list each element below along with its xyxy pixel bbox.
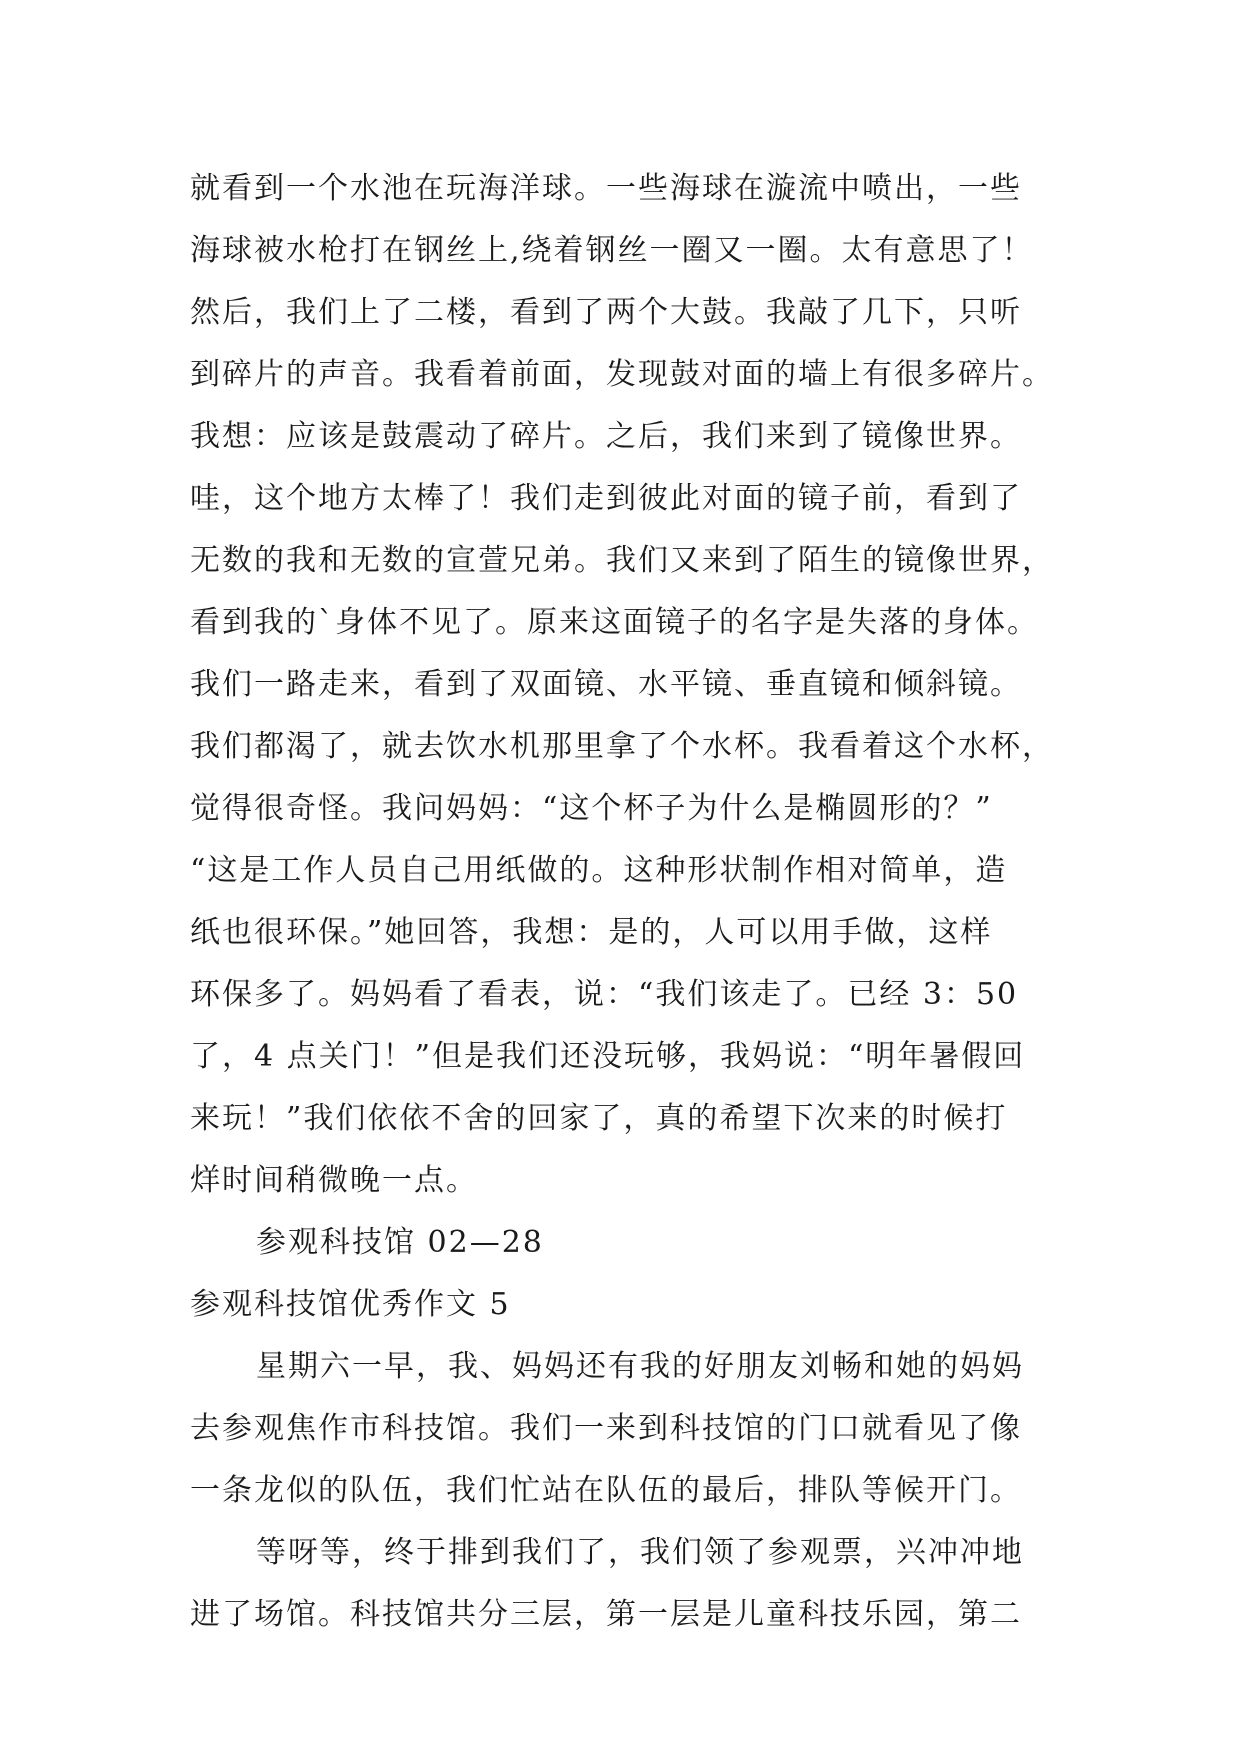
- text-line: 海球被水枪打在钢丝上,绕着钢丝一圈又一圈。太有意思了！: [190, 233, 1034, 268]
- text-line: 来玩！”我们依依不舍的回家了，真的希望下次来的时候打: [190, 1101, 1008, 1136]
- text-line: 等呀等，终于排到我们了，我们领了参观票，兴冲冲地: [256, 1535, 1024, 1570]
- text-line: 一条龙似的队伍，我们忙站在队伍的最后，排队等候开门。: [190, 1473, 1022, 1508]
- text-line: 就看到一个水池在玩海洋球。一些海球在漩流中喷出，一些: [190, 171, 1022, 206]
- text-line: 纸也很环保。”她回答，我想：是的，人可以用手做，这样: [190, 915, 993, 950]
- text-line: 星期六一早，我、妈妈还有我的好朋友刘畅和她的妈妈: [256, 1349, 1024, 1384]
- text-line: 我想：应该是鼓震动了碎片。之后，我们来到了镜像世界。: [190, 419, 1022, 454]
- document-page: [190, 158, 1054, 1646]
- text-line: 我们都渴了，就去饮水机那里拿了个水杯。我看着这个水杯，: [190, 729, 1054, 764]
- text-line: 到碎片的声音。我看着前面，发现鼓对面的墙上有很多碎片。: [190, 357, 1054, 392]
- text-line: 看到我的`身体不见了。原来这面镜子的名字是失落的身体。: [190, 605, 1039, 640]
- text-line: 然后，我们上了二楼，看到了两个大鼓。我敲了几下，只听: [190, 295, 1022, 330]
- text-line: 环保多了。妈妈看了看表，说：“我们该走了。已经 3：50: [190, 977, 1019, 1012]
- text-line: 烊时间稍微晚一点。: [190, 1163, 478, 1198]
- essay-title: 参观科技馆优秀作文 5: [190, 1287, 511, 1322]
- text-line: 觉得很奇怪。我问妈妈：“这个杯子为什么是椭圆形的？”: [190, 791, 993, 826]
- text-line: “这是工作人员自己用纸做的。这种形状制作相对简单，造: [190, 853, 1008, 888]
- text-line: 哇，这个地方太棒了！我们走到彼此对面的镜子前，看到了: [190, 481, 1022, 516]
- text-line: 无数的我和无数的宣萱兄弟。我们又来到了陌生的镜像世界，: [190, 543, 1054, 578]
- text-line: 进了场馆。科技馆共分三层，第一层是儿童科技乐园，第二: [190, 1597, 1022, 1632]
- date-line: 参观科技馆 02—28: [256, 1225, 544, 1260]
- text-line: 我们一路走来，看到了双面镜、水平镜、垂直镜和倾斜镜。: [190, 667, 1022, 702]
- text-line: 了，4 点关门！”但是我们还没玩够，我妈说：“明年暑假回: [190, 1039, 1026, 1074]
- text-line: 去参观焦作市科技馆。我们一来到科技馆的门口就看见了像: [190, 1411, 1022, 1446]
